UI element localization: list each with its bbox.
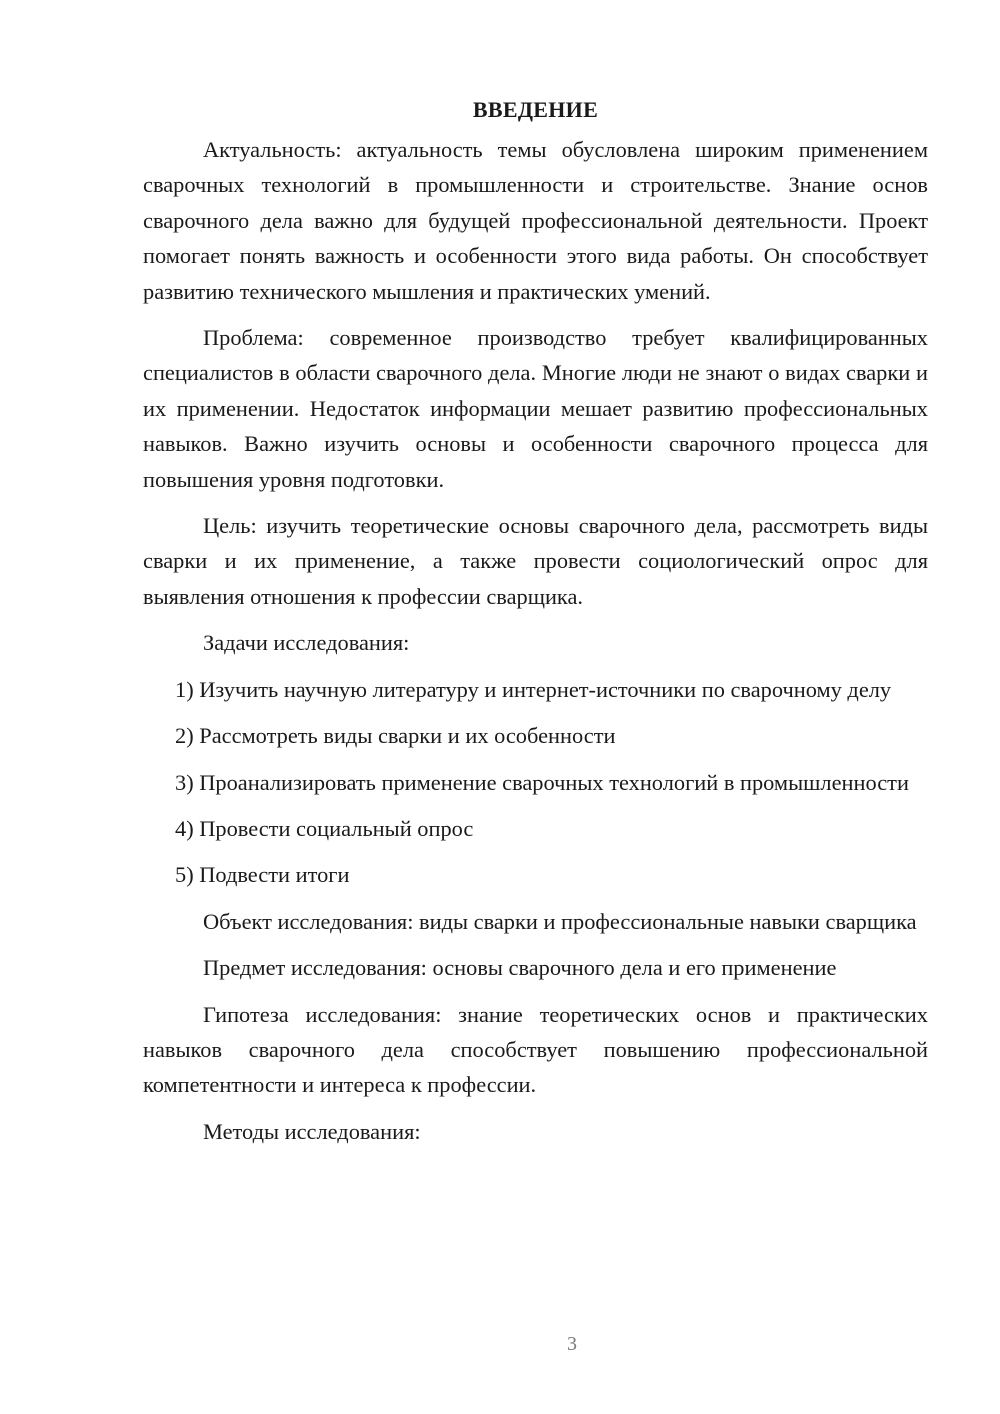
section-title: ВВЕДЕНИЕ xyxy=(472,97,599,122)
task-item-3: 3) Проанализировать применение сварочных технологий в промышленности xyxy=(175,769,909,795)
task-item-4: 4) Провести социальный опрос xyxy=(175,815,474,841)
page-number: 3 xyxy=(567,1333,577,1355)
problem-paragraph: Проблема: современное производство требует квалифицированных специалистов в области сварочного дела. Многие люди не знают о видах сварки и их применении. Недостаток информации мешает развитию профессиональных навыков. Важно изучить основы и особенности сварочного процесса для повышения уровня подготовки. xyxy=(143,325,928,492)
page-content xyxy=(143,88,928,1160)
task-item-2: 2) Рассмотреть виды сварки и их особенности xyxy=(175,723,616,749)
research-subject-paragraph: Предмет исследования: основы сварочного дела и его применение xyxy=(203,955,837,981)
methods-heading: Методы исследования: xyxy=(203,1118,421,1144)
relevance-paragraph: Актуальность: актуальность темы обусловлена широким применением сварочных технологий в промышленности и строительстве. Знание основ сварочного дела важно для будущей профессиональной деятельности. Проект помогает понять важность и особенности этого вида работы. Он способствует развитию технического мышления и практических умений. xyxy=(143,137,928,304)
task-item-5: 5) Подвести итоги xyxy=(175,862,350,888)
research-object-paragraph: Объект исследования: виды сварки и профессиональные навыки сварщика xyxy=(203,908,917,934)
hypothesis-paragraph: Гипотеза исследования: знание теоретических основ и практических навыков сварочного дела способствует повышению профессиональной компетентности и интереса к профессии. xyxy=(143,1001,928,1098)
goal-paragraph: Цель: изучить теоретические основы сварочного дела, рассмотреть виды сварки и их применение, а также провести социологический опрос для выявления отношения к профессии сварщика. xyxy=(143,513,928,609)
tasks-heading: Задачи исследования: xyxy=(203,630,410,656)
task-item-1: 1) Изучить научную литературу и интернет-источники по сварочному делу xyxy=(175,676,892,702)
